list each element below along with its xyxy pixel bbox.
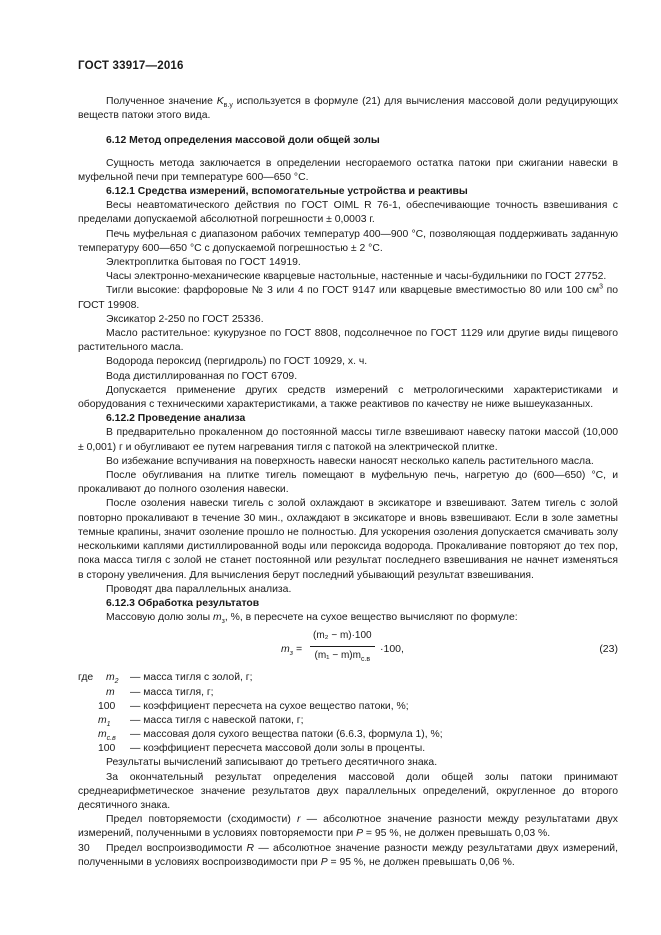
furnace-paragraph: Печь муфельная с диапазоном рабочих температур 400—900 °С, позволяющая поддерживать заданную температуру 600—650 °С с допускаемой погрешностью ± 2 °С. — [78, 228, 618, 254]
page-number: 30 — [78, 842, 90, 854]
definition-item: 100 — коэффициент пересчета массовой доли золы в проценты. — [98, 743, 426, 755]
intro-paragraph: Полученное значение $K_{в.у}$ используется в формуле (21) для вычисления массовой доли редуцирующих веществ патоки этого вида. — [78, 96, 619, 122]
essence-paragraph: Сущность метода заключается в определении несгораемого остатка патоки при сжигании навески в муфельной печи при температуре 600—650 °С. — [78, 157, 618, 183]
reproducibility-paragraph: Предел воспроизводимости R — абсолютное значение разности между результатами двух измерений, полученными в условиях воспроизводимости при P = 95 %, не должен превышать 0,06 %. — [78, 842, 618, 868]
analysis-heading: 6.12.2 Проведение анализа — [106, 413, 246, 425]
equipment-heading: 6.12.1 Средства измерений, вспомогательные устройства и реактивы — [106, 186, 468, 198]
clock-paragraph: Часы электронно-механические кварцевые настольные, настенные и часы-будильники по ГОСТ 27752. — [106, 271, 607, 283]
definition-item: 100 — коэффициент пересчета на сухое вещество патоки, %; — [98, 700, 409, 712]
formula-number: (23) — [599, 643, 618, 656]
formula-numerator: (m₂ − m)·100 — [310, 629, 375, 646]
results-intro: Массовую долю золы $m_з$, %, в пересчете на сухое вещество вычисляют по формуле: — [106, 612, 518, 626]
formula-fraction — [310, 629, 375, 662]
analysis-paragraph-4: После озоления навески тигель с золой охлаждают в эксикаторе и взвешивают. Затем тигель с золой повторно прокаливают в течение 30 мин., охлаждают в эксикаторе и вновь взвешивают. Если в золе заметны темные крапины, значит озоление прошло не полностью. Для ускорения озоления допускается смачивать золу несколькими каплями дистиллированной воды или пероксида водорода. Прокаливание повторяют до тех пор, пока масса тигля с золой не станет постоянной или результат последнего взвешивания не начнет изменяться в сторону увеличения. Для вычисления берут последний убывающий результат взвешивания. — [78, 498, 618, 581]
crucibles-paragraph: Тигли высокие: фарфоровые № 3 или 4 по ГОСТ 9147 или кварцевые вместимостью 80 или 100 $см^3$ по ГОСТ 19908. — [78, 283, 619, 311]
formula-lhs: $m_з$ = — [281, 643, 303, 658]
analysis-paragraph-5: Проводят два параллельных анализа. — [106, 583, 292, 595]
definition-item: $m_{с.в}$ — массовая доля сухого вещества патоки (6.6.3, формула 1), %; — [98, 729, 443, 743]
analysis-paragraph-2: Во избежание вспучивания на поверхность навески наносят несколько капель растительного масла. — [106, 455, 594, 467]
analysis-paragraph-3: После обугливания на плитке тигель помещают в муфельную печь, нагретую до (600—650) °С, и прокаливают до полного озоления навески. — [78, 470, 618, 496]
section-heading: 6.12 Метод определения массовой доли общей золы — [106, 135, 380, 147]
formula-tail: ·100, — [380, 643, 404, 656]
formula-23 — [78, 629, 618, 669]
where-label: где — [78, 672, 94, 684]
final-result-paragraph: За окончательный результат определения массовой доли общей золы патоки принимают среднеарифметическое значение результатов двух параллельных определений, округленное до второго десятичного знака. — [78, 771, 618, 812]
water-paragraph: Вода дистиллированная по ГОСТ 6709. — [106, 370, 298, 382]
oil-paragraph: Масло растительное: кукурузное по ГОСТ 8808, подсолнечное по ГОСТ 1129 или другие виды пищевого растительного масла. — [78, 328, 618, 354]
definition-item: где $m_2$ — масса тигля с золой, г; — [78, 672, 253, 686]
other-equipment-paragraph: Допускается применение других средств измерений с метрологическими характеристиками и оборудования с техническими характеристиками, а также реактивов по качеству не ниже вышеуказанных. — [78, 384, 618, 411]
analysis-paragraph-1: В предварительно прокаленном до постоянной массы тигле взвешивают навеску патоки массой (10,000 ± 0,001) г и обугливают ее путем нагревания тигля с патокой на электрической плитке. — [78, 427, 618, 453]
definition-item: m — масса тигля, г; — [106, 686, 214, 698]
desiccator-paragraph: Эксикатор 2-250 по ГОСТ 25336. — [106, 313, 264, 325]
definitions-list — [78, 671, 618, 756]
repeatability-paragraph: Предел повторяемости (сходимости) r — абсолютное значение разности между результатами двух измерений, полученными в условиях повторяемости при P = 95 %, не должен превышать 0,03 %. — [78, 814, 618, 840]
rounding-paragraph: Результаты вычислений записывают до третьего десятичного знака. — [106, 757, 438, 769]
results-heading: 6.12.3 Обработка результатов — [106, 597, 260, 609]
body-text — [78, 95, 618, 870]
peroxide-paragraph: Водорода пероксид (пергидроль) по ГОСТ 10929, х. ч. — [106, 356, 368, 368]
definition-item: $m_1$ — масса тигля с навеской патоки, г; — [98, 714, 304, 728]
scales-paragraph: Весы неавтоматического действия по ГОСТ OIML R 76-1, обеспечивающие точность взвешивания с пределами допускаемой абсолютной погрешности ± 0,0003 г. — [78, 200, 618, 226]
stove-paragraph: Электроплитка бытовая по ГОСТ 14919. — [106, 257, 301, 269]
formula-denominator: $(m_1 - m)m_{с.в}$ — [314, 649, 371, 663]
document-header: ГОСТ 33917—2016 — [78, 60, 184, 72]
